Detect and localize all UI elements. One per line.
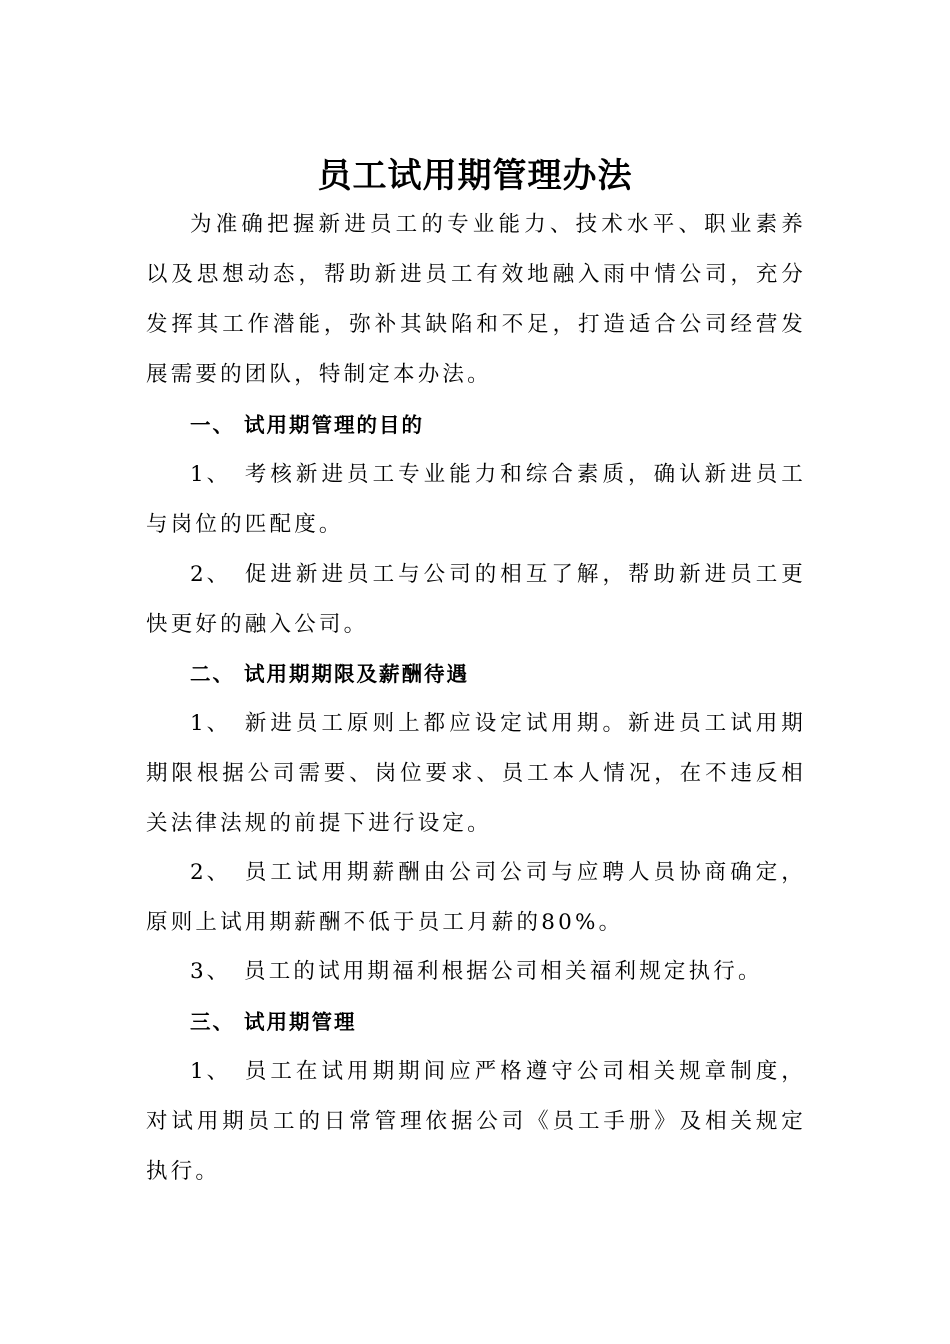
item-text: 新进员工原则上都应设定试用期。新进员工试用期期限根据公司需要、岗位要求、员工本人情况，在不违反相关法律法规的前提下进行设定。 [146,711,806,836]
intro-paragraph: 为准确把握新进员工的专业能力、技术水平、职业素养以及思想动态，帮助新进员工有效地融入雨中情公司，充分发挥其工作潜能，弥补其缺陷和不足，打造适合公司经营发展需要的团队，特制定本办法。 [146,212,806,387]
section-number: 二、 [190,662,235,686]
item-number: 3、 [190,959,232,984]
list-item-2-3 [146,947,806,997]
list-item-2-1 [146,699,806,849]
item-text: 考核新进员工专业能力和综合素质，确认新进员工与岗位的匹配度。 [146,462,806,537]
item-text: 员工的试用期福利根据公司相关福利规定执行。 [244,959,763,984]
item-number: 1、 [190,1059,232,1084]
item-number: 1、 [190,462,232,487]
item-number: 1、 [190,711,232,736]
item-number: 2、 [190,860,232,885]
section-title: 试用期管理的目的 [244,413,424,437]
section-title: 试用期期限及薪酬待遇 [244,662,469,686]
section-number: 三、 [190,1010,235,1034]
section-number: 一、 [190,413,235,437]
item-text: 员工在试用期期间应严格遵守公司相关规章制度，对试用期员工的日常管理依据公司《员工手册》及相关规定执行。 [146,1059,806,1184]
item-text: 促进新进员工与公司的相互了解，帮助新进员工更快更好的融入公司。 [146,562,806,637]
section-title: 试用期管理 [244,1010,357,1034]
list-item-2-2 [146,848,806,948]
item-text: 员工试用期薪酬由公司公司与应聘人员协商确定，原则上试用期薪酬不低于员工月薪的80%。 [146,860,806,935]
section-heading-2 [190,649,469,699]
section-heading-3 [190,997,357,1047]
document-title: 员工试用期管理办法 [317,155,633,196]
item-number: 2、 [190,562,232,587]
list-item-3-1 [146,1047,806,1197]
list-item-1-2 [146,550,806,650]
list-item-1-1 [146,450,806,550]
section-heading-1 [190,400,424,450]
